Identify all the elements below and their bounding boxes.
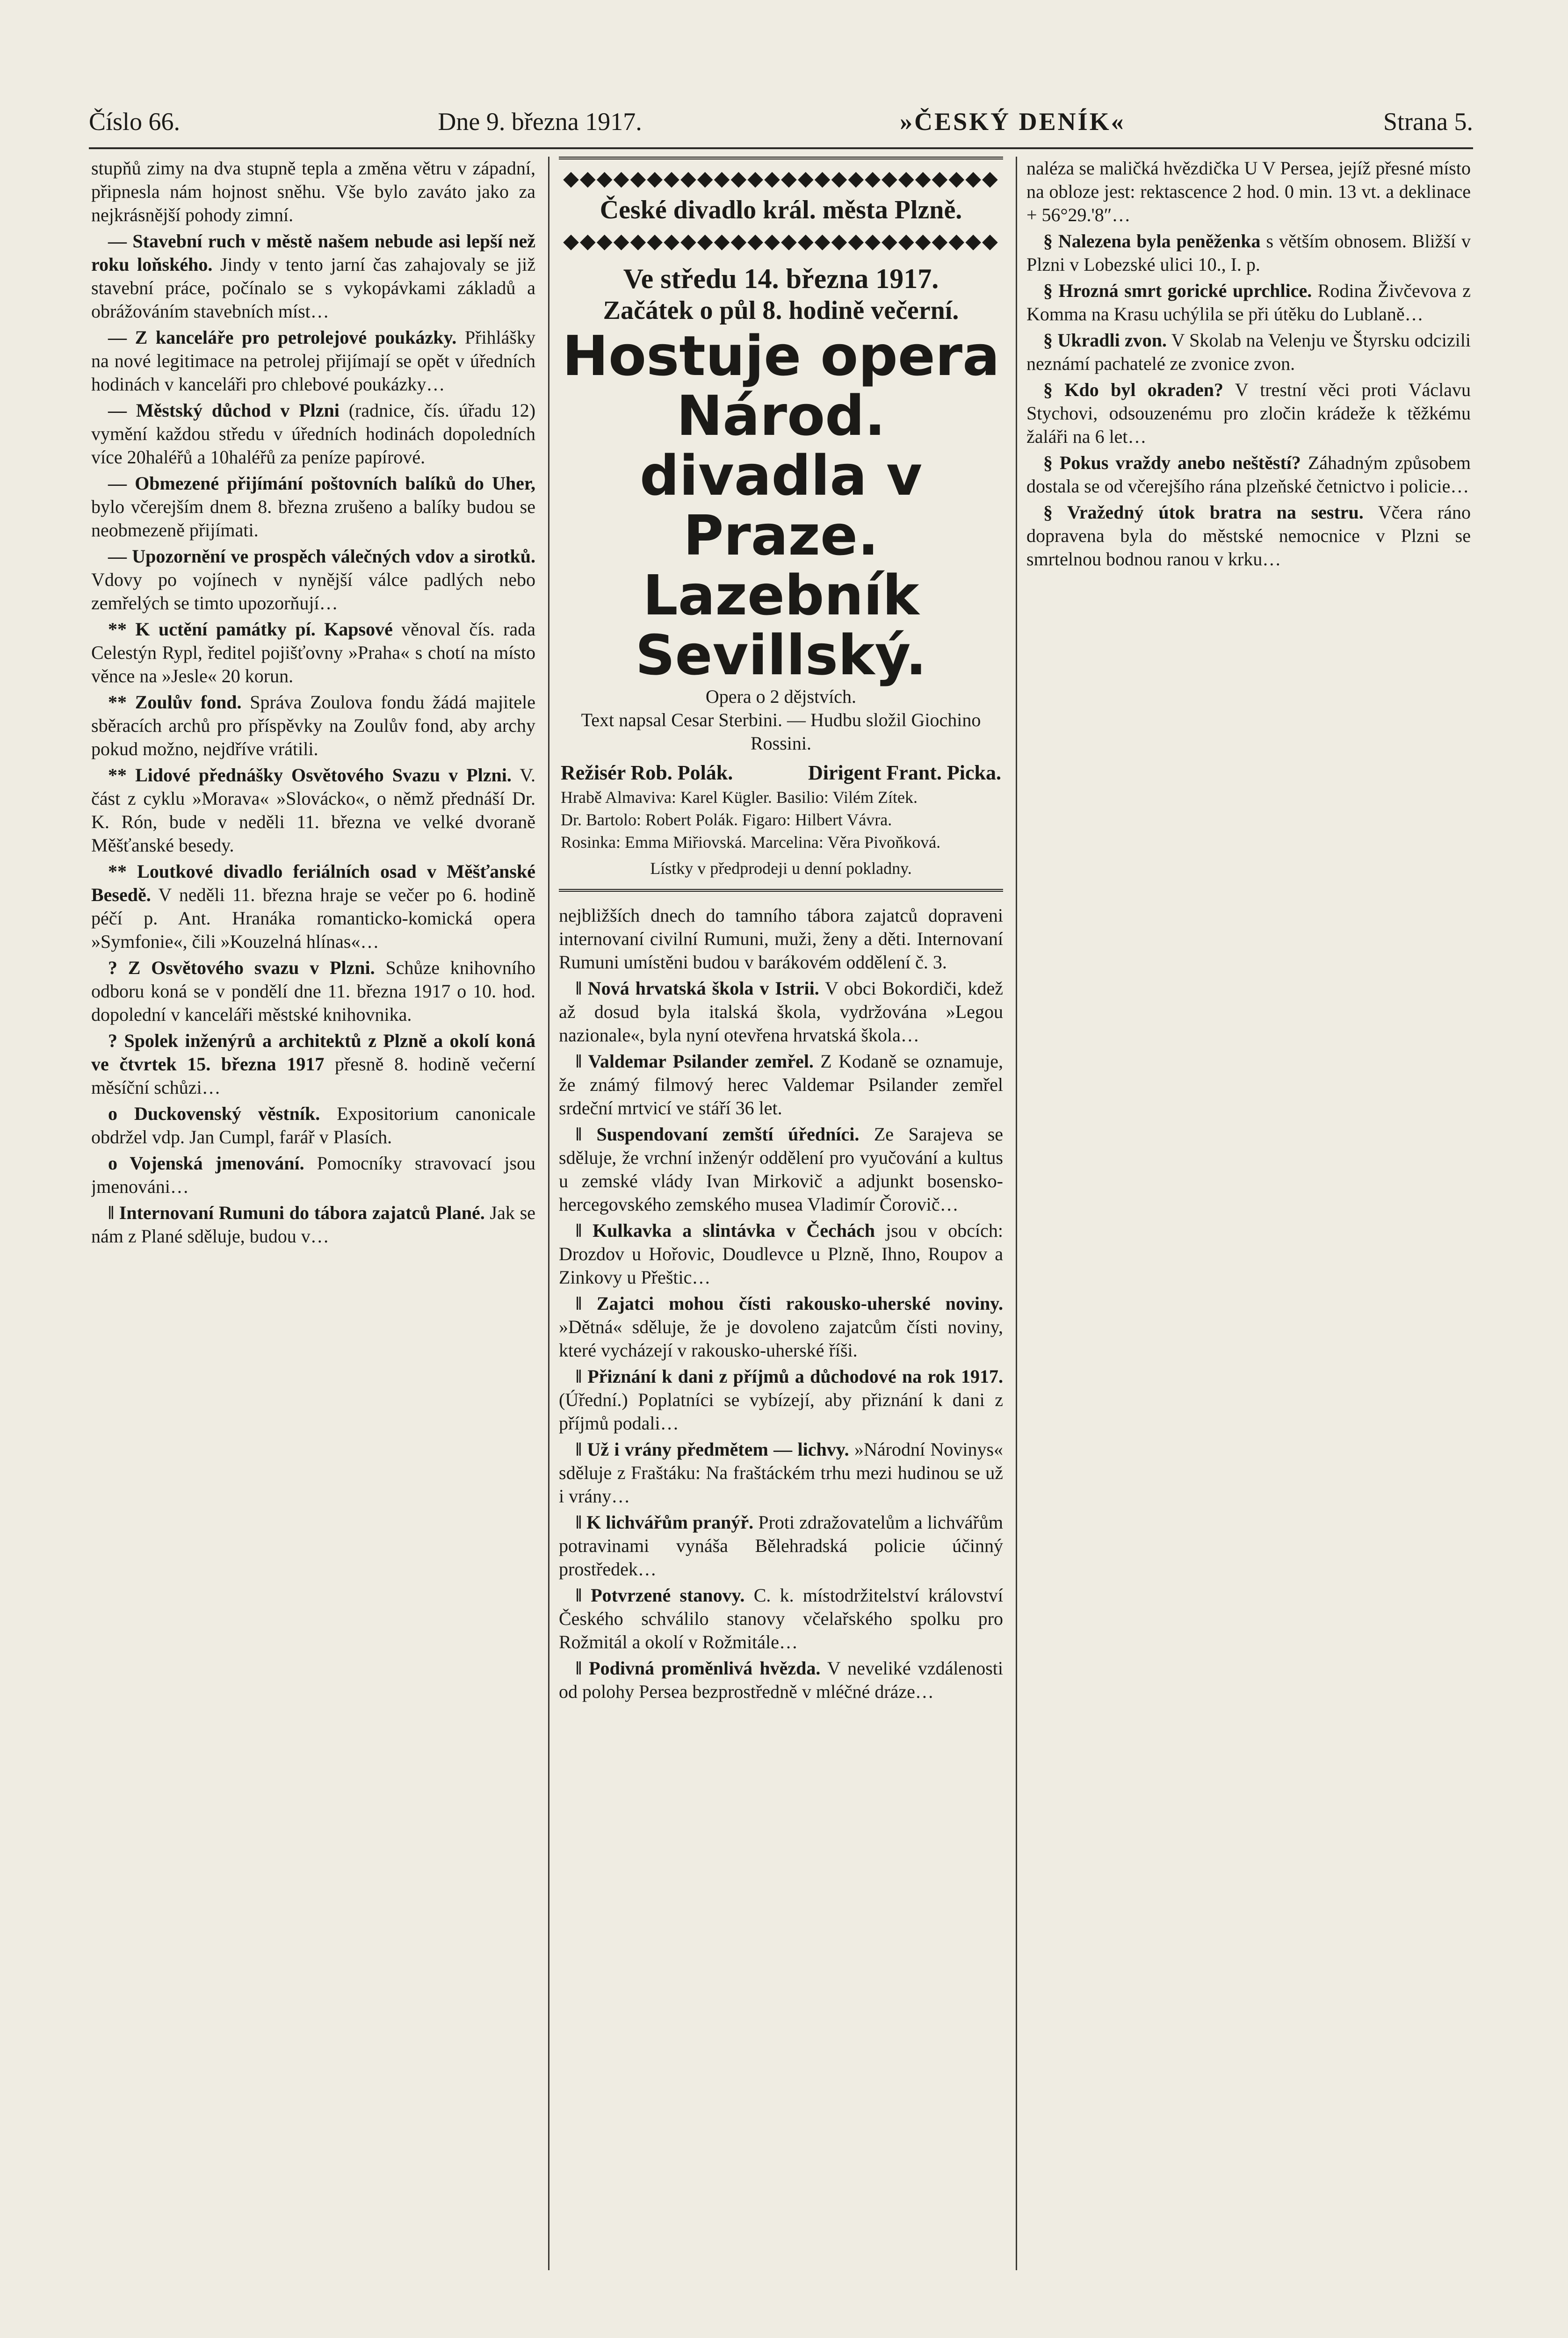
news-text: Jak se nám z Plané sděluje, budou v… bbox=[91, 1202, 535, 1247]
notice-cast: Rosinka: Emma Miřiovská. Marcelina: Věra Pivoňková. bbox=[561, 833, 941, 851]
news-heading: — Městský důchod v Plzni bbox=[108, 400, 340, 421]
news-text: Z Kodaně se oznamuje, že známý filmový herec Valdemar Psilander zemřel srdeční mrtvicí ve stáří 36 let. bbox=[559, 1051, 1003, 1118]
article-continuation: naléza se maličká hvězdička U V Persea, jejíž přesné místo na obloze jest: rektascence 2 hod. 0 min. 13 vt. a deklinace + 56°29.'8″… bbox=[1026, 158, 1471, 225]
news-item bbox=[91, 472, 535, 542]
news-item bbox=[559, 1292, 1003, 1362]
diamond-border: ◆◆◆◆◆◆◆◆◆◆◆◆◆◆◆◆◆◆◆◆◆◆◆◆◆◆ bbox=[563, 230, 999, 253]
news-text: V Skolab na Velenju ve Štyrsku odcizili neznámí pachatelé ze zvonice zvon. bbox=[1026, 330, 1471, 374]
news-item bbox=[559, 1511, 1003, 1581]
news-heading: § Hrozná smrt gorické uprchlice. bbox=[1043, 280, 1312, 301]
notice-opera-title: Lazebník Sevillský. bbox=[635, 563, 927, 687]
news-heading: — Z kanceláře pro petrolejové poukázky. bbox=[108, 327, 457, 348]
news-text: bylo včerejším dnem 8. března zrušeno a balíky budou se neobmezeně přijímati. bbox=[91, 496, 535, 541]
news-text: Pomocníky stravovací jsou jmenováni… bbox=[91, 1153, 535, 1197]
news-heading: o Duckovenský věstník. bbox=[108, 1103, 320, 1124]
news-item bbox=[91, 956, 535, 1026]
news-text: přesně 8. hodině večerní měsíční schůzi… bbox=[91, 1054, 535, 1098]
news-heading: ‖ Kulkavka a slintávka v Čechách bbox=[576, 1220, 875, 1241]
theatre-notice bbox=[559, 157, 1003, 892]
news-heading: § Ukradli zvon. bbox=[1043, 330, 1167, 351]
notice-authors: Text napsal Cesar Sterbini. — Hudbu složil Giochino Rossini. bbox=[581, 709, 981, 754]
news-item bbox=[91, 399, 535, 469]
news-heading: — Stavební ruch v městě našem nebude asi lepší než roku loňského. bbox=[91, 231, 535, 275]
news-heading: § Pokus vraždy anebo neštěstí? bbox=[1043, 452, 1301, 473]
notice-start: Začátek o půl 8. hodině večerní. bbox=[603, 296, 959, 325]
page-number: Strana 5. bbox=[1383, 108, 1473, 136]
news-text: »Dětná« sděluje, že je dovoleno zajatcům čísti noviny, které vycházejí v rakousko-uherské říši. bbox=[559, 1316, 1003, 1361]
notice-cast: Dr. Bartolo: Robert Polák. Figaro: Hilbert Vávra. bbox=[561, 810, 892, 829]
news-item bbox=[91, 326, 535, 396]
notice-company: Národ. divadla v Praze. bbox=[639, 383, 922, 568]
news-heading: § Vražedný útok bratra na sestru. bbox=[1043, 502, 1364, 523]
news-heading: ‖ Valdemar Psilander zemřel. bbox=[576, 1051, 814, 1072]
page-header bbox=[89, 96, 1473, 149]
news-item bbox=[91, 1102, 535, 1149]
news-heading: ? Z Osvětového svazu v Plzni. bbox=[108, 957, 375, 978]
news-heading: ‖ Zajatci mohou čísti rakousko-uherské noviny. bbox=[576, 1293, 1003, 1314]
news-item bbox=[559, 1438, 1003, 1508]
news-item bbox=[559, 1584, 1003, 1654]
news-text: (radnice, čís. úřadu 12) vymění každou středu v úředních hodinách dopoledních více 20haléřů a 10haléřů za peníze papírové. bbox=[91, 400, 535, 468]
notice-theatre: České divadlo král. města Plzně. bbox=[600, 195, 962, 224]
news-item bbox=[1026, 329, 1471, 375]
notice-cast: Hrabě Almaviva: Karel Kügler. Basilio: Vilém Zítek. bbox=[561, 788, 918, 807]
news-item bbox=[91, 691, 535, 761]
news-item bbox=[1026, 501, 1471, 571]
news-heading: — Obmezené přijímání poštovních balíků do Uher, bbox=[108, 473, 535, 494]
news-item bbox=[91, 1029, 535, 1099]
news-text: s větším obnosem. Bližší v Plzni v Lobezské ulici 10., I. p. bbox=[1026, 231, 1471, 275]
notice-crew bbox=[561, 760, 1001, 786]
news-heading: ‖ Suspendovaní zemští úředníci. bbox=[576, 1124, 860, 1145]
news-text: Záhadným způsobem dostala se od včerejšího rána plzeňské četnictvo i policie… bbox=[1026, 452, 1471, 497]
news-heading: ** K uctění památky pí. Kapsové bbox=[108, 619, 393, 640]
news-heading: — Upozornění ve prospěch válečných vdov a sirotků. bbox=[108, 546, 535, 567]
news-item bbox=[91, 230, 535, 323]
news-text: Přihlášky na nové legitimace na petrolej přijímají se opět v úředních hodinách v kanceláři pro chlebové poukázky… bbox=[91, 327, 535, 395]
news-item bbox=[1026, 279, 1471, 326]
news-text: Proti zdražovatelům a lichvářům potravinami vynáša Bělehradská policie účinný prostředek… bbox=[559, 1512, 1003, 1580]
news-text: Jindy v tento jarní čas zahajovaly se již stavební práce, počínalo se s vykopávkami základů a obrážováním stavebních míst… bbox=[91, 254, 535, 322]
news-text: V trestní věci proti Václavu Stychovi, odsouzenému pro zločin krádeže k těžkému žaláři na 6 let… bbox=[1026, 379, 1471, 447]
news-heading: ‖ Přiznání k dani z příjmů a důchodové na rok 1917. bbox=[576, 1366, 1003, 1387]
news-heading: ‖ Potvrzené stanovy. bbox=[576, 1585, 745, 1606]
paper-name: »ČESKÝ DENÍK« bbox=[900, 108, 1126, 136]
news-item bbox=[559, 1123, 1003, 1216]
news-item bbox=[559, 1219, 1003, 1289]
news-text: Včera ráno dopravena byla do městské nemocnice v Plzni se smrtelnou bodnou ranou v krku… bbox=[1026, 502, 1471, 570]
notice-director: Režisér Rob. Polák. bbox=[561, 761, 733, 784]
news-item bbox=[1026, 378, 1471, 448]
news-heading: ‖ Už i vrány předmětem — lichvy. bbox=[576, 1439, 849, 1460]
news-text: V neděli 11. března hraje se večer po 6. hodině péčí p. Ant. Hranáka romanticko-komická opera »Symfonie«, čili »Kouzelná hlínas«… bbox=[91, 884, 535, 952]
column-middle bbox=[559, 157, 1003, 2270]
news-text: Rodina Živčevova z Komma na Krasu uchýlila se při útěku do Lublaně… bbox=[1026, 280, 1471, 325]
news-item bbox=[91, 860, 535, 953]
news-heading: ** Loutkové divadlo feriálních osad v Měšťanské Besedě. bbox=[91, 861, 535, 905]
notice-guest-line: Hostuje opera bbox=[562, 324, 1000, 388]
article-continuation: nejbližších dnech do tamního tábora zajatců dopraveni internovaní civilní Rumuni, muži, ženy a děti. Internovaní Rumuni umístěni budou v barákovém oddělení č. 3. bbox=[559, 905, 1003, 973]
news-item bbox=[1026, 230, 1471, 276]
notice-tickets: Lístky v předprodeji u denní pokladny. bbox=[650, 859, 912, 878]
news-heading: ‖ Nová hrvatská škola v Istrii. bbox=[576, 978, 819, 999]
notice-date: Ve středu 14. března 1917. bbox=[623, 263, 939, 294]
notice-conductor: Dirigent Frant. Picka. bbox=[808, 761, 1001, 784]
news-heading: § Nalezena byla peněženka bbox=[1043, 231, 1261, 252]
news-item bbox=[91, 618, 535, 688]
news-text: V. část z cyklu »Morava« »Slovácko«, o němž přednáší Dr. K. Rón, bude v neděli 11. března ve velké dvoraně Měšťanské besedy. bbox=[91, 765, 535, 856]
news-text: jsou v obcích: Drozdov u Hořovic, Doudlevce u Plzně, Ihno, Roupov a Zinkovy u Přeštic… bbox=[559, 1220, 1003, 1288]
column-left bbox=[91, 157, 535, 2270]
news-text: věnoval čís. rada Celestýn Rypl, ředitel pojišťovny »Praha« s chotí na místo věnce na »Jesle« 20 korun. bbox=[91, 619, 535, 686]
news-item bbox=[559, 1365, 1003, 1435]
news-text: C. k. místodržitelství království Českého schválilo stanovy včelařského spolku pro Rožmitál a okolí v Rožmitále… bbox=[559, 1585, 1003, 1652]
news-text: Správa Zoulova fondu žádá majitele sběracích archů pro příspěvky na Zoulův fond, aby archy pokud možno, nejdříve vrátili. bbox=[91, 692, 535, 759]
diamond-border: ◆◆◆◆◆◆◆◆◆◆◆◆◆◆◆◆◆◆◆◆◆◆◆◆◆◆ bbox=[563, 167, 999, 190]
news-text: »Národní Novinys« sděluje z Fraštáku: Na fraštáckém trhu mezi hudinou se už i vrány… bbox=[559, 1439, 1003, 1507]
article-continuation: stupňů zimy na dva stupně tepla a změna větru v západní, připnesla nám hojnost sněhu. Vše bylo zaváto jako za nejkrásnější pohody zimní. bbox=[91, 158, 535, 225]
notice-acts: Opera o 2 dějstvích. bbox=[705, 686, 857, 707]
news-item bbox=[91, 764, 535, 857]
news-text: Schůze knihovního odboru koná se v pondělí dne 11. března 1917 o 10. hod. dopolední v kanceláři městské knihovnika. bbox=[91, 957, 535, 1025]
news-item bbox=[91, 1152, 535, 1198]
issue-number: Číslo 66. bbox=[89, 108, 181, 136]
news-text: Ze Sarajeva se sděluje, že vrchní inženýr oddělení pro vyučování a kultus u zemské vlády Ivan Mirkovič a adjunkt bosensko-hercegovského zemského musea Vladimír Čorovič… bbox=[559, 1124, 1003, 1215]
news-heading: ** Zoulův fond. bbox=[108, 692, 242, 713]
issue-date: Dne 9. března 1917. bbox=[438, 108, 642, 136]
news-item bbox=[91, 545, 535, 615]
column-rule bbox=[548, 157, 549, 2270]
news-heading: ? Spolek inženýrů a architektů z Plzně a okolí koná ve čtvrtek 15. března 1917 bbox=[91, 1030, 535, 1075]
column-rule bbox=[1016, 157, 1017, 2270]
news-text: V obci Bokordiči, kdež až dosud byla italská škola, vydržována »Legou nazionale«, byla nyní otevřena hrvatská škola… bbox=[559, 978, 1003, 1046]
news-item bbox=[559, 1657, 1003, 1703]
news-heading: o Vojenská jmenování. bbox=[108, 1153, 304, 1174]
news-heading: ‖ Internovaní Rumuni do tábora zajatců Plané. bbox=[108, 1202, 485, 1223]
news-text: Expositorium canonicale obdržel vdp. Jan Cumpl, farář v Plasích. bbox=[91, 1103, 535, 1147]
column-right bbox=[1026, 157, 1471, 2270]
news-item bbox=[559, 1050, 1003, 1120]
news-heading: ‖ Podivná proměnlivá hvězda. bbox=[576, 1658, 821, 1679]
news-item bbox=[1026, 451, 1471, 498]
news-item bbox=[91, 1201, 535, 1248]
news-text: (Úřední.) Poplatníci se vybízejí, aby přiznání k dani z příjmů podali… bbox=[559, 1389, 1003, 1434]
news-item bbox=[559, 977, 1003, 1047]
news-text: V neveliké vzdálenosti od polohy Persea bezprostředně v mléčné dráze… bbox=[559, 1658, 1003, 1702]
news-heading: ‖ K lichvářům pranýř. bbox=[576, 1512, 754, 1533]
news-text: Vdovy po vojínech v nynější válce padlých nebo zemřelých se timto upozorňují… bbox=[91, 569, 535, 613]
news-heading: ** Lidové přednášky Osvětového Svazu v Plzni. bbox=[108, 765, 512, 786]
news-heading: § Kdo byl okraden? bbox=[1043, 379, 1224, 400]
